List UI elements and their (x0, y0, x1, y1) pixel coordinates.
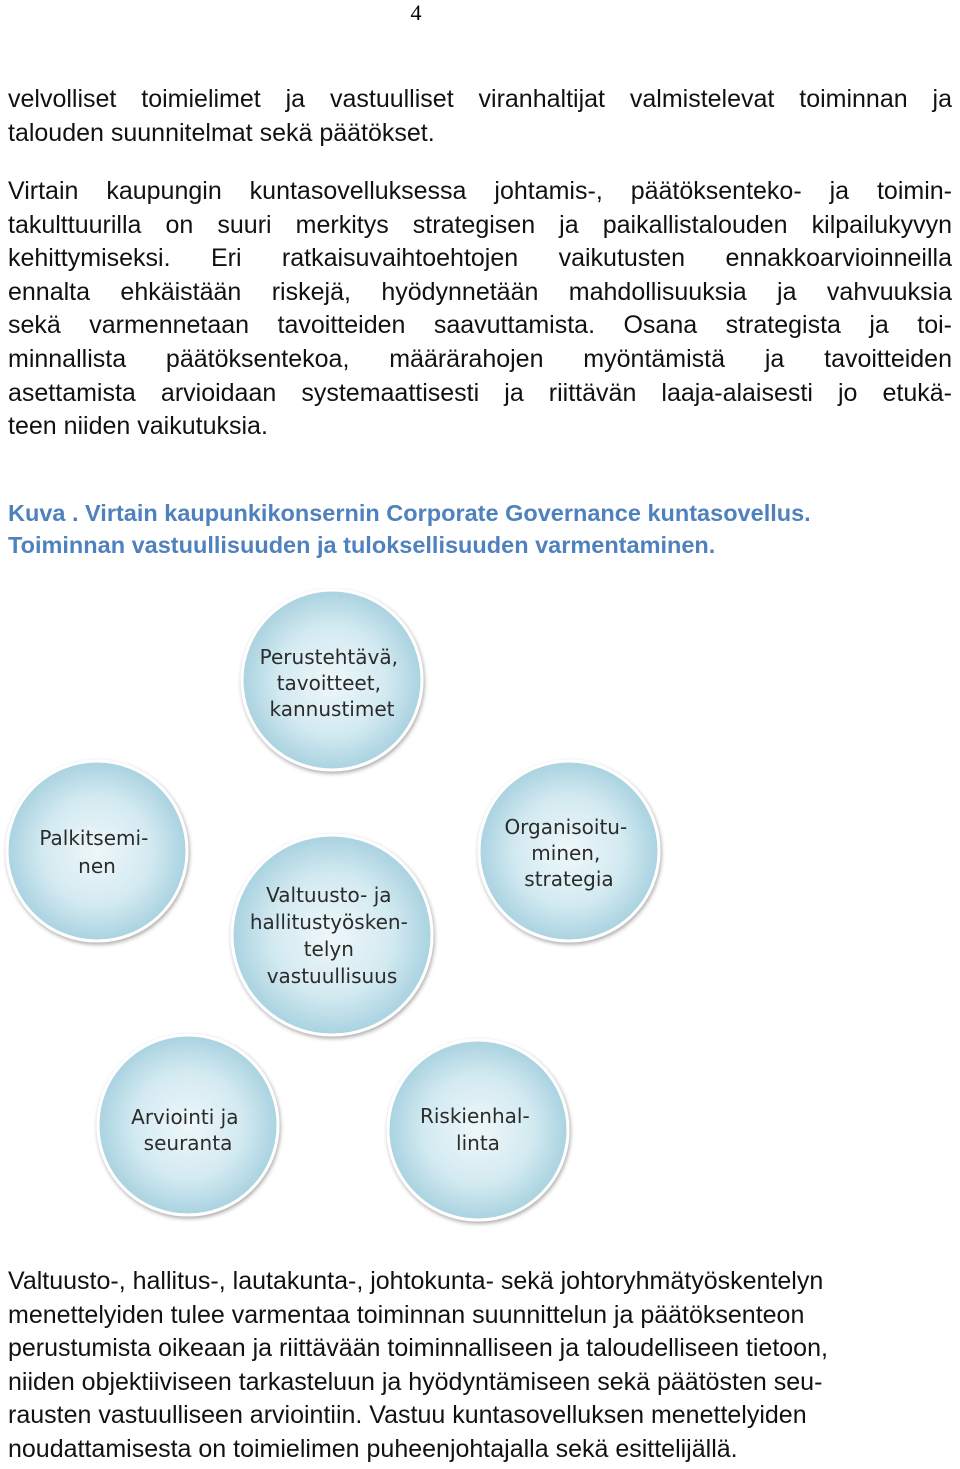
node-label-line: linta (456, 1131, 500, 1155)
text-line: Valtuusto-, hallitus-, lautakunta-, johtokunta- sekä johtoryhmätyöskentelyn (8, 1267, 824, 1295)
closing-paragraph (8, 1265, 952, 1466)
node-perustehtava (242, 590, 422, 770)
text-line: velvolliset toimielimet ja vastuulliset viranhaltijat valmistelevat toiminnan ja (8, 85, 952, 113)
node-label-line: strategia (524, 867, 614, 891)
text-line: Virtain kaupungin kuntasovelluksessa johtamis-, päätöksenteko- ja toimin- (8, 177, 952, 205)
node-label-line: Palkitsemi- (39, 826, 149, 850)
node-label-line: seuranta (143, 1131, 233, 1155)
node-label-line: kannustimet (269, 697, 395, 721)
node-arviointi (98, 1035, 278, 1215)
body-paragraph (8, 175, 952, 444)
caption-line: Toiminnan vastuullisuuden ja tuloksellisuuden varmentaminen. (8, 532, 716, 558)
node-label-line: Arviointi ja (131, 1105, 239, 1129)
node-label-line: telyn (303, 937, 354, 961)
text-line: noudattamisesta on toimielimen puheenjohtajalla sekä esittelijällä. (8, 1434, 738, 1463)
caption-line: Kuva . Virtain kaupunkikonsernin Corporate Governance kuntasovellus. (8, 500, 811, 526)
node-riskienhallinta (388, 1040, 568, 1220)
text-line: sekä varmennetaan tavoitteiden saavuttamista. Osana strategista ja toi- (8, 311, 952, 340)
text-line: menettelyiden tulee varmentaa toiminnan suunnittelun ja päätöksenteon (8, 1300, 805, 1329)
node-label-line: vastuullisuus (266, 964, 398, 988)
text-line: takulttuurilla on suuri merkitys strategisen ja paikallistalouden kilpailukyvyn (8, 210, 952, 239)
svg-text:Perustehtävä, tavoitteet (260, 645, 405, 721)
node-label-line: nen (78, 854, 116, 878)
node-palkitseminen (7, 761, 187, 941)
node-label-line: Perustehtävä, (259, 645, 398, 669)
node-label-line: hallitustyösken- (249, 910, 408, 934)
figure-caption (8, 497, 952, 561)
text-line: teen niiden vaikutuksia. (8, 412, 268, 441)
text-line: ennalta ehkäistään riskejä, hyödynnetään mahdollisuuksia ja vahvuuksia (8, 277, 952, 306)
node-label-line: tavoitteet, (276, 671, 381, 695)
text-line: talouden suunnitelmat sekä päätökset. (8, 118, 435, 147)
text-line: rausten vastuulliseen arviointiin. Vastuu kuntasovelluksen menettelyiden (8, 1401, 807, 1429)
page-number: 4 (410, 0, 422, 25)
text-line: minnallista päätöksentekoa, määrärahojen myöntämistä ja tavoitteiden (8, 344, 952, 373)
text-line: kehittymiseksi. Eri ratkaisuvaihtoehtojen vaikutusten ennakkoarvioinneilla (8, 244, 952, 273)
node-label-line: minen, (531, 841, 601, 865)
node-organisoituminen (479, 761, 659, 941)
intro-paragraph (8, 83, 952, 150)
node-label-line: Riskienhal- (419, 1104, 530, 1128)
node-label-line: Valtuusto- ja (266, 883, 392, 907)
node-label-line: Organisoitu- (504, 815, 628, 839)
text-line: niiden objektiiviseen tarkasteluun ja hyödyntämiseen sekä päätösten seu- (8, 1367, 823, 1396)
text-line: perustumista oikeaan ja riittävään toiminnalliseen ja taloudelliseen tietoon, (8, 1334, 828, 1362)
text-line: asettamista arvioidaan systemaattisesti ja riittävän laaja-alaisesti jo etukä- (8, 378, 952, 407)
node-center-valtuusto (232, 835, 432, 1035)
governance-diagram (0, 588, 960, 1248)
